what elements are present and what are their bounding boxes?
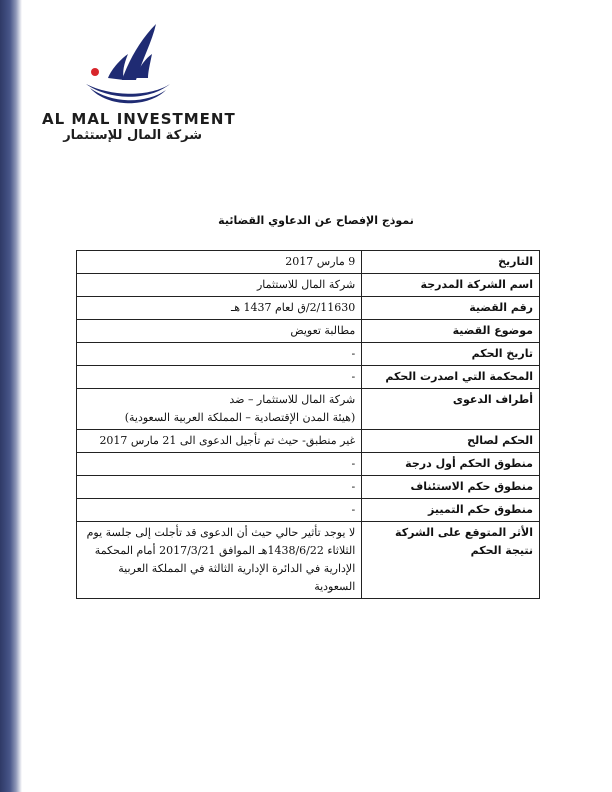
row-value xyxy=(77,499,362,522)
table-row xyxy=(77,499,540,522)
row-value-line: شركة المال للاستثمار xyxy=(256,278,356,291)
row-value-line: لا يوجد تأثير حالي حيث أن الدعوى قد تأجلت إلى جلسة يوم xyxy=(86,526,356,539)
brand-name-ar: شركة المال للإستثمار xyxy=(63,128,202,143)
table-row xyxy=(77,251,540,274)
row-value-line: - xyxy=(351,480,356,493)
row-label: تاريخ الحكم xyxy=(362,343,540,366)
row-value xyxy=(77,297,362,320)
row-value-line: الإدارية في الدائرة الإدارية الثالثة في المملكة العربية السعودية xyxy=(118,562,356,593)
row-label: التاريخ xyxy=(362,251,540,274)
row-value-line: غير منطبق- حيث تم تأجيل الدعوى الى 21 مارس 2017 xyxy=(99,434,356,447)
row-label: الأثر المتوقع على الشركة نتيجة الحكم xyxy=(362,522,540,599)
row-label: منطوق حكم الاستئناف xyxy=(362,476,540,499)
company-logo xyxy=(42,18,236,148)
row-value-line: الثلاثاء 1438/6/22هـ الموافق 2017/3/21 أمام المحكمة xyxy=(94,544,356,557)
row-label: المحكمة التي اصدرت الحكم xyxy=(362,366,540,389)
row-label: منطوق حكم التمييز xyxy=(362,499,540,522)
disclosure-table xyxy=(76,250,540,599)
row-value-line: - xyxy=(351,457,356,470)
row-value xyxy=(77,366,362,389)
table-row xyxy=(77,366,540,389)
row-value xyxy=(77,476,362,499)
row-label: اسم الشركة المدرجة xyxy=(362,274,540,297)
row-value xyxy=(77,251,362,274)
table-row xyxy=(77,389,540,430)
row-value xyxy=(77,430,362,453)
table-row xyxy=(77,274,540,297)
row-value-line: - xyxy=(351,370,356,383)
row-value-line: مطالبة تعويض xyxy=(290,324,356,337)
row-value xyxy=(77,274,362,297)
row-value xyxy=(77,389,362,430)
row-label: الحكم لصالح xyxy=(362,430,540,453)
table-row xyxy=(77,522,540,599)
row-value-line: (هيئة المدن الإقتصادية – المملكة العربية السعودية) xyxy=(124,411,356,424)
table-row xyxy=(77,343,540,366)
row-label: أطراف الدعوى xyxy=(362,389,540,430)
row-value xyxy=(77,522,362,599)
table-row xyxy=(77,476,540,499)
row-value xyxy=(77,453,362,476)
row-label: منطوق الحكم أول درجة xyxy=(362,453,540,476)
table-row xyxy=(77,297,540,320)
row-label: رقم القضية xyxy=(362,297,540,320)
brand-name-en: AL MAL INVESTMENT xyxy=(42,110,236,128)
row-label: موضوع القضية xyxy=(362,320,540,343)
document-title: نموذج الإفصاح عن الدعاوي القضائية xyxy=(218,214,414,227)
row-value-line: - xyxy=(351,347,356,360)
row-value-line: 2/11630/ق لعام 1437 هـ xyxy=(230,301,356,314)
logo-mark-icon xyxy=(78,18,178,110)
row-value xyxy=(77,320,362,343)
row-value-line: شركة المال للاستثمار – ضد xyxy=(229,393,356,406)
row-value xyxy=(77,343,362,366)
page-edge-bar xyxy=(0,0,22,792)
table-row xyxy=(77,453,540,476)
row-value-line: 9 مارس 2017 xyxy=(285,255,356,268)
table-row xyxy=(77,430,540,453)
table-row xyxy=(77,320,540,343)
row-value-line: - xyxy=(351,503,356,516)
